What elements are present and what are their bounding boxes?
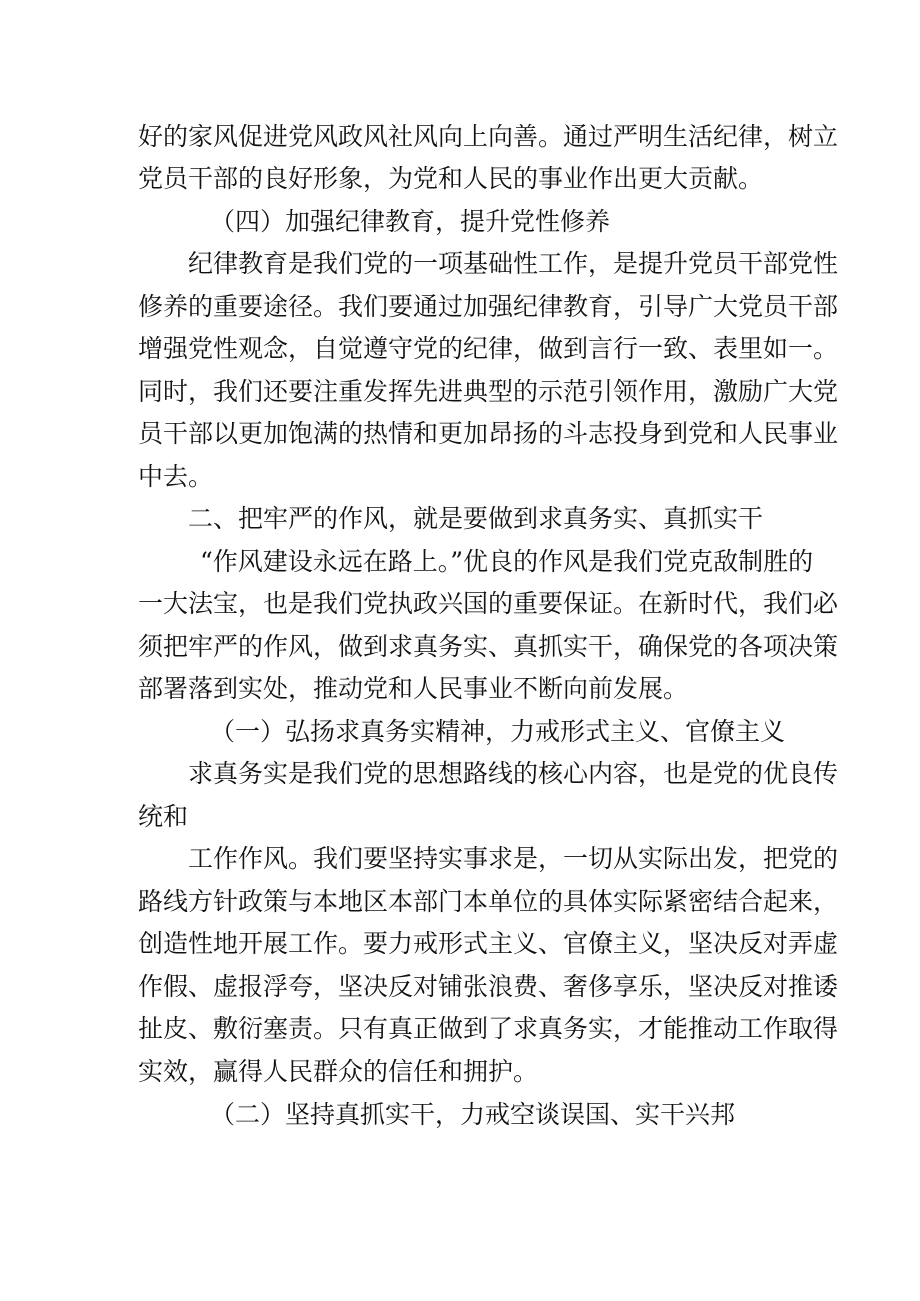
text-line: 党员干部的良好形象，为党和人民的事业作出更大贡献。 <box>138 164 764 193</box>
text-line: 员干部以更加饱满的热情和更加昂扬的斗志投身到党和人民事业 <box>138 419 839 448</box>
text-line: 统和 <box>138 802 189 831</box>
text-line: 好的家风促进党风政风社风向上向善。通过严明生活纪律，树立 <box>138 122 839 151</box>
text-line: 求真务实是我们党的思想路线的核心内容，也是党的优良传 <box>188 759 839 788</box>
section-heading: （一）弘扬求真务实精神，力戒形式主义、官僚主义 <box>210 717 786 746</box>
text-line: 修养的重要途径。我们要通过加强纪律教育，引导广大党员干部 <box>138 292 839 321</box>
text-line: 路线方针政策与本地区本部门本单位的具体实际紧密结合起来， <box>138 887 839 916</box>
text-line: 中去。 <box>138 462 214 491</box>
text-line: 须把牢严的作风，做到求真务实、真抓实干，确保党的各项决策 <box>138 632 839 661</box>
text-line: 创造性地开展工作。要力戒形式主义、官僚主义，坚决反对弄虚 <box>138 929 839 958</box>
section-heading: （二）坚持真抓实干，力戒空谈误国、实干兴邦 <box>210 1100 736 1129</box>
text-line: 同时，我们还要注重发挥先进典型的示范引领作用，激励广大党 <box>138 377 839 406</box>
section-heading: （四）加强纪律教育，提升党性修养 <box>210 207 611 236</box>
chapter-heading: 二、把牢严的作风，就是要做到求真务实、真抓实干 <box>188 504 764 533</box>
text-line: 部署落到实处，推动党和人民事业不断向前发展。 <box>138 674 689 703</box>
text-line: 纪律教育是我们党的一项基础性工作，是提升党员干部党性 <box>188 249 839 278</box>
text-line: “作风建设永远在路上。”优良的作风是我们党克敌制胜的 <box>200 547 814 576</box>
text-line: 一大法宝，也是我们党执政兴国的重要保证。在新时代，我们必 <box>138 589 839 618</box>
text-line: 作假、虚报浮夸，坚决反对铺张浪费、奢侈享乐，坚决反对推诿 <box>138 972 839 1001</box>
text-line: 工作作风。我们要坚持实事求是，一切从实际出发，把党的 <box>188 844 839 873</box>
text-line: 扯皮、敷衍塞责。只有真正做到了求真务实，才能推动工作取得 <box>138 1014 839 1043</box>
text-line: 实效，赢得人民群众的信任和拥护。 <box>138 1057 539 1086</box>
text-line: 增强党性观念，自觉遵守党的纪律，做到言行一致、表里如一。 <box>138 334 839 363</box>
